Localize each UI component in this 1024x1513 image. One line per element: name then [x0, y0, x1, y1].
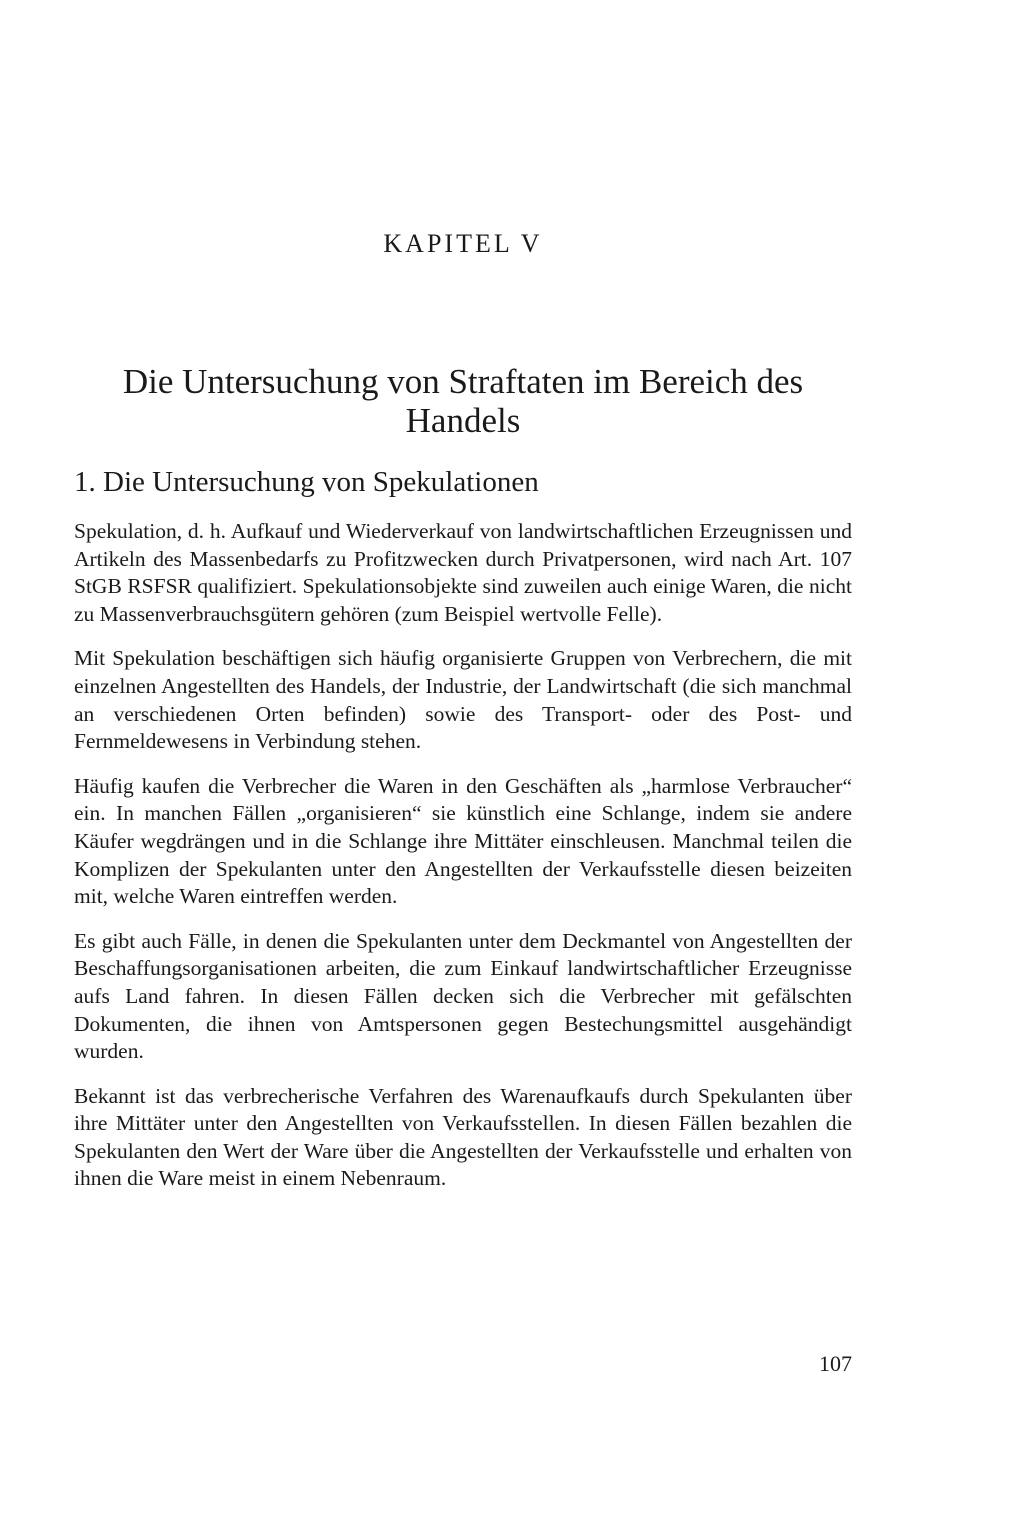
- section-heading: 1. Die Untersuchung von Spekulationen: [74, 466, 539, 498]
- body-text: [74, 518, 852, 1210]
- chapter-label: KAPITEL V: [383, 229, 543, 258]
- book-page: [74, 0, 852, 1513]
- chapter-title-line-2: Handels: [405, 401, 521, 440]
- paragraph-3: Häufig kaufen die Verbrecher die Waren in den Geschäften als „harmlose Verbraucher“ ein. In manchen Fällen „organisieren“ sie künstlich eine Schlange, indem sie andere Käufer wegdrängen und in die Schlange ihre Mittäter einschleusen. Manchmal teilen die Komplizen der Spekulanten unter den Angestellten der Verkaufsstelle diesen beizeiten mit, welche Waren eintreffen werden.: [74, 773, 852, 909]
- page-number: 107: [819, 1351, 852, 1376]
- paragraph-4: Es gibt auch Fälle, in denen die Spekulanten unter dem Deckmantel von Angestellten der Beschaffungsorganisationen arbeiten, die zum Einkauf landwirtschaftlicher Erzeugnisse aufs Land fahren. In diesen Fällen decken sich die Verbrecher mit gefälschten Dokumenten, die ihnen von Amtspersonen gegen Bestechungsmittel ausgehändigt wurden.: [74, 928, 852, 1064]
- chapter-title: [74, 362, 852, 440]
- paragraph-5: Bekannt ist das verbrecherische Verfahren des Warenaufkaufs durch Spekulanten über ihre Mittäter unter den Angestellten von Verkaufsstellen. In diesen Fällen bezahlen die Spekulanten den Wert der Ware über die Angestellten der Verkaufsstelle und erhalten von ihnen die Ware meist in einem Nebenraum.: [74, 1083, 852, 1191]
- paragraph-1: Spekulation, d. h. Aufkauf und Wiederverkauf von landwirtschaftlichen Erzeugnissen und Artikeln des Massenbedarfs zu Profitzwecken durch Privatpersonen, wird nach Art. 107 StGB RSFSR qualifiziert. Spekulationsobjekte sind zuweilen auch einige Waren, die nicht zu Massenverbrauchsgütern gehören (zum Beispiel wertvolle Felle).: [74, 519, 852, 626]
- paragraph-2: Mit Spekulation beschäftigen sich häufig organisierte Gruppen von Verbrechern, die mit einzelnen Angestellten des Handels, der Industrie, der Landwirtschaft (die sich manchmal an verschiedenen Orten befinden) sowie des Transport- oder des Post- und Fernmeldewesens in Verbindung stehen.: [74, 646, 852, 754]
- chapter-title-line-1: Die Untersuchung von Straftaten im Bereich des: [122, 362, 804, 401]
